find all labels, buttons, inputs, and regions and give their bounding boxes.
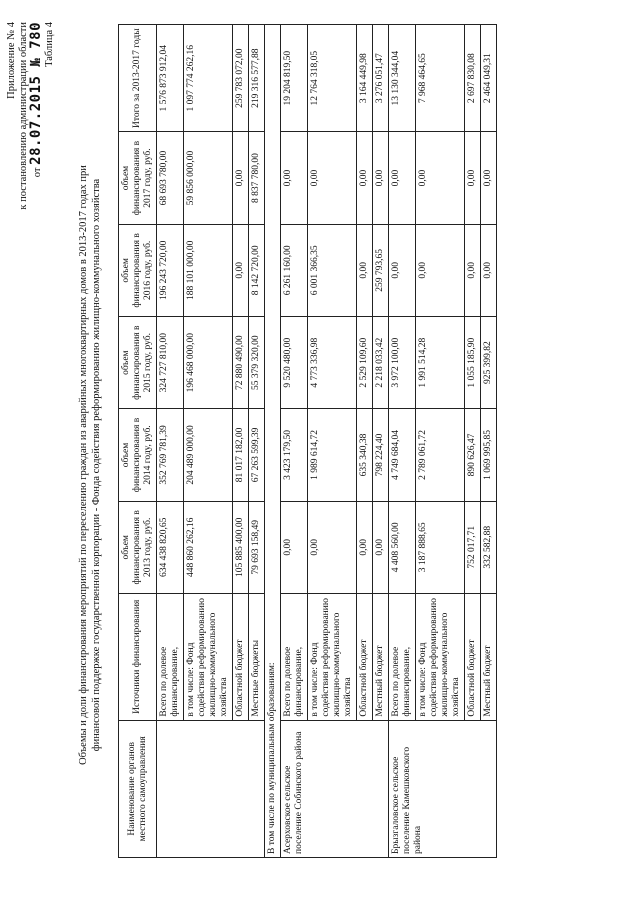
value-cell: 352 769 781,39: [157, 409, 184, 501]
value-cell: 196 468 000,00: [184, 317, 233, 409]
col-header: объем финансирования в 2015 году, руб.: [119, 317, 157, 409]
value-cell: 1 069 995,85: [481, 409, 497, 501]
document-header: [6, 22, 56, 210]
municipality-name: Асерховское сельское поселение Собинского района: [281, 720, 389, 857]
value-cell: 0,00: [481, 224, 497, 316]
value-cell: 72 880 490,00: [233, 317, 249, 409]
table-row: [389, 25, 416, 858]
source-cell: Областной бюджет: [357, 593, 373, 720]
value-cell: 1 991 514,28: [416, 317, 465, 409]
value-cell: 6 001 366,35: [308, 224, 357, 316]
value-cell: 9 520 480,00: [281, 317, 308, 409]
value-cell: 925 399,82: [481, 317, 497, 409]
value-cell: 68 693 780,00: [157, 132, 184, 224]
value-cell: 2 464 049,31: [481, 25, 497, 132]
col-header: Итого за 2013-2017 годы: [119, 25, 157, 132]
value-cell: 2 697 830,08: [465, 25, 481, 132]
value-cell: 219 316 577,88: [249, 25, 265, 132]
value-cell: 4 749 684,04: [389, 409, 416, 501]
value-cell: 0,00: [389, 132, 416, 224]
value-cell: 259 793,65: [373, 224, 389, 316]
value-cell: 105 885 400,00: [233, 501, 249, 593]
value-cell: 0,00: [357, 224, 373, 316]
document-title: Объемы и доли финансирования мероприятий по переселению граждан из аварийных многоквартирных домов в 2013-2017 годах при финансовой поддержке государственной корпорации - Фонда содействия реформированию жилищно-коммунального хозяйства: [78, 165, 102, 765]
value-cell: 0,00: [233, 132, 249, 224]
value-cell: 890 626,47: [465, 409, 481, 501]
value-cell: 8 142 720,00: [249, 224, 265, 316]
value-cell: 81 017 182,00: [233, 409, 249, 501]
value-cell: 8 837 780,00: [249, 132, 265, 224]
value-cell: 13 130 344,04: [389, 25, 416, 132]
value-cell: 7 968 464,65: [416, 25, 465, 132]
appendix-label: Приложение № 4: [6, 22, 17, 99]
source-cell: Местные бюджеты: [249, 593, 265, 720]
value-cell: 188 101 000,00: [184, 224, 233, 316]
source-cell: Областной бюджет: [233, 593, 249, 720]
value-cell: 0,00: [373, 132, 389, 224]
value-cell: 0,00: [281, 501, 308, 593]
col-header: Источники финансирования: [119, 593, 157, 720]
value-cell: 196 243 720,00: [157, 224, 184, 316]
value-cell: 798 224,40: [373, 409, 389, 501]
value-cell: 634 438 820,65: [157, 501, 184, 593]
value-cell: 55 379 320,00: [249, 317, 265, 409]
value-cell: 1 097 774 262,16: [184, 25, 233, 132]
value-cell: 0,00: [465, 224, 481, 316]
value-cell: 3 423 179,50: [281, 409, 308, 501]
source-cell: Всего по долевое финансирование,: [281, 593, 308, 720]
col-header: объем финансирования в 2017 году, руб.: [119, 132, 157, 224]
value-cell: 448 860 262,16: [184, 501, 233, 593]
org-name-cell: [157, 720, 265, 857]
source-cell: в том числе: Фонд содействия реформированию жилищно-коммунального хозяйства: [184, 593, 233, 720]
table-label: Таблица 4: [44, 22, 55, 67]
col-header: объем финансирования в 2014 году, руб.: [119, 409, 157, 501]
table-row: [157, 25, 184, 858]
value-cell: 0,00: [481, 132, 497, 224]
section-row: [265, 25, 281, 858]
value-cell: 0,00: [357, 501, 373, 593]
value-cell: 1 576 873 912,04: [157, 25, 184, 132]
value-cell: 0,00: [308, 501, 357, 593]
source-cell: Областной бюджет: [465, 593, 481, 720]
value-cell: 59 856 000,00: [184, 132, 233, 224]
value-cell: 79 693 158,49: [249, 501, 265, 593]
value-cell: 12 764 318,05: [308, 25, 357, 132]
value-cell: 4 408 560,00: [389, 501, 416, 593]
handwritten-date-number: 28.07.2015 № 780: [28, 22, 44, 165]
value-cell: 635 340,38: [357, 409, 373, 501]
col-header: Наименование органов местного самоуправления: [119, 720, 157, 857]
col-header: объем финансирования в 2013 году, руб.: [119, 501, 157, 593]
value-cell: 0,00: [308, 132, 357, 224]
date-prefix: от: [32, 167, 43, 178]
value-cell: 6 261 160,00: [281, 224, 308, 316]
decree-date-line: [30, 22, 44, 210]
value-cell: 67 263 599,39: [249, 409, 265, 501]
value-cell: 19 204 819,50: [281, 25, 308, 132]
value-cell: 0,00: [416, 224, 465, 316]
source-cell: Местный бюджет: [373, 593, 389, 720]
value-cell: 0,00: [357, 132, 373, 224]
value-cell: 0,00: [233, 224, 249, 316]
col-header: объем финансирования в 2016 году, руб.: [119, 224, 157, 316]
value-cell: 324 727 810,00: [157, 317, 184, 409]
municipality-name: Брызгаловское сельское поселение Камешковского района: [389, 720, 497, 857]
value-cell: 2 218 033,42: [373, 317, 389, 409]
value-cell: 3 187 888,65: [416, 501, 465, 593]
value-cell: 0,00: [281, 132, 308, 224]
value-cell: 3 972 100,00: [389, 317, 416, 409]
source-cell: Всего по долевое финансирование,: [157, 593, 184, 720]
financing-table: [118, 24, 497, 858]
value-cell: 0,00: [373, 501, 389, 593]
source-cell: Местный бюджет: [481, 593, 497, 720]
table-row: [281, 25, 308, 858]
value-cell: 752 017,71: [465, 501, 481, 593]
source-cell: Всего по долевое финансирование,: [389, 593, 416, 720]
source-cell: в том числе: Фонд содействия реформированию жилищно-коммунального хозяйства: [308, 593, 357, 720]
section-label: В том числе по муниципальным образованиям:: [265, 25, 281, 858]
decree-reference: к постановлению администрации области: [18, 22, 29, 210]
value-cell: 4 773 336,98: [308, 317, 357, 409]
value-cell: 332 582,88: [481, 501, 497, 593]
value-cell: 2 529 109,60: [357, 317, 373, 409]
value-cell: 1 989 614,72: [308, 409, 357, 501]
value-cell: 259 783 072,00: [233, 25, 249, 132]
value-cell: 1 055 185,90: [465, 317, 481, 409]
value-cell: 0,00: [416, 132, 465, 224]
value-cell: 0,00: [389, 224, 416, 316]
source-cell: в том числе: Фонд содействия реформированию жилищно-коммунального хозяйства: [416, 593, 465, 720]
value-cell: 3 164 449,98: [357, 25, 373, 132]
value-cell: 0,00: [465, 132, 481, 224]
value-cell: 2 789 061,72: [416, 409, 465, 501]
table-header-row: [119, 25, 157, 858]
value-cell: 3 276 051,47: [373, 25, 389, 132]
value-cell: 204 489 000,00: [184, 409, 233, 501]
